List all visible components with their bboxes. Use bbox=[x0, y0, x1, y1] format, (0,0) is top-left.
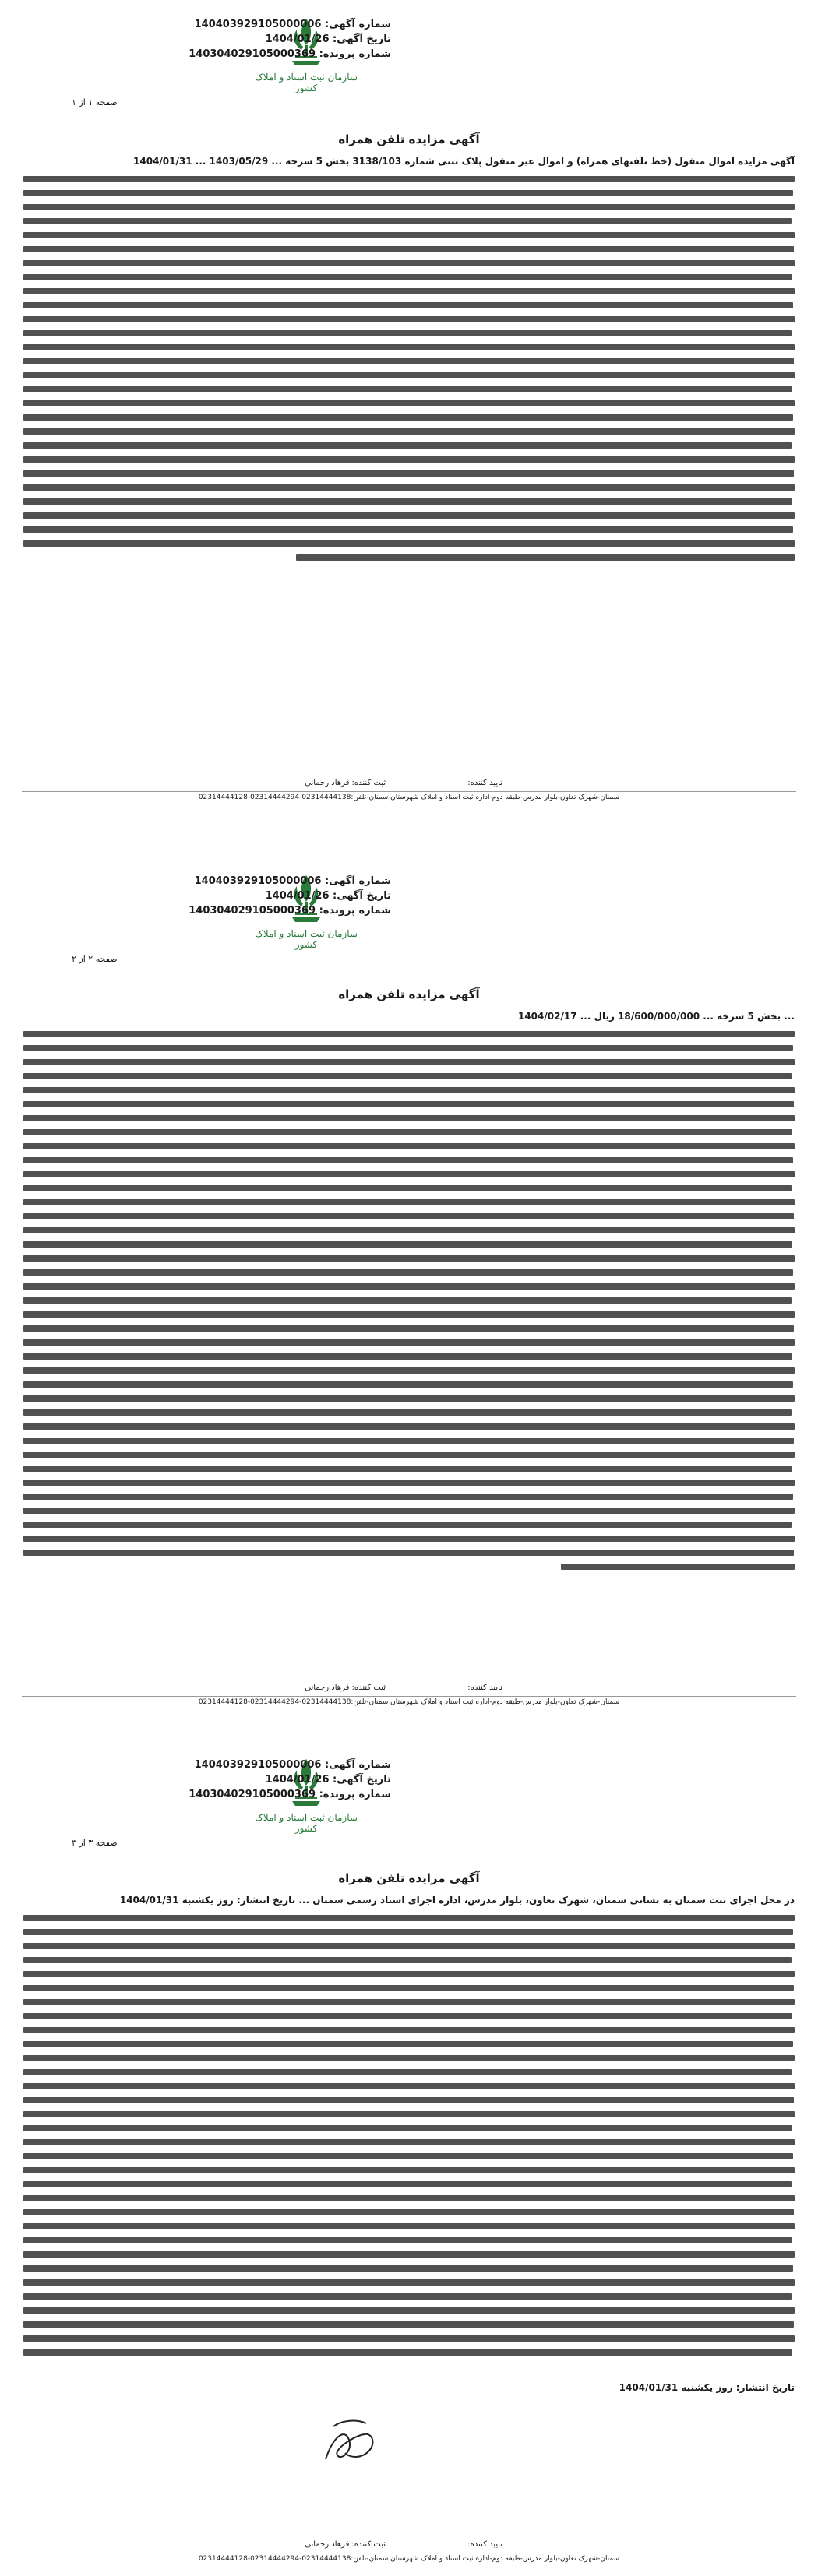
notice-meta bbox=[189, 1758, 391, 1802]
case-number-label: شماره پرونده: bbox=[319, 48, 391, 60]
ad-number-label: شماره آگهی: bbox=[324, 875, 391, 887]
registrar: ثبت کننده: فرهاد رحمانی bbox=[305, 1684, 386, 1692]
publish-date-line: تاریخ انتشار: روز یکشنبه 1404/01/31 bbox=[619, 2382, 795, 2393]
case-number-label: شماره پرونده: bbox=[319, 905, 391, 917]
registrar: ثبت کننده: فرهاد رحمانی bbox=[305, 779, 386, 787]
office-footer: سمنان-شهرک تعاون-بلوار مدرس-طبقه دوم-اداره ثبت اسناد و املاک شهرستان سمنان-تلفن:02314444138-02314444294-02314444128 bbox=[22, 791, 796, 801]
ad-number: 140403929105000006 bbox=[194, 19, 322, 30]
notice-body-text-lines bbox=[23, 176, 795, 568]
ad-number: 140403929105000006 bbox=[194, 1759, 322, 1771]
org-name: سازمان ثبت اسناد و املاک کشور bbox=[255, 72, 358, 93]
ad-date: 1404/01/26 bbox=[265, 890, 330, 902]
handwritten-signature bbox=[310, 2412, 388, 2475]
notice-title: آگهی مزایده تلفن همراه bbox=[338, 132, 480, 146]
ad-number-label: شماره آگهی: bbox=[324, 1759, 391, 1771]
org-name: سازمان ثبت اسناد و املاک کشور bbox=[255, 928, 358, 950]
ad-date-label: تاریخ آگهی: bbox=[333, 1774, 391, 1786]
notice-body-excerpt: آگهی مزایده اموال منقول (خط تلفنهای همراه) و اموال غیر منقول پلاک ثبتی شماره 3138/103 بخش 5 سرخه ... 1403/05/29 ... 1404/01/31 bbox=[133, 156, 795, 167]
notice-title: آگهی مزایده تلفن همراه bbox=[338, 1871, 480, 1885]
notice-body-excerpt: ... بخش 5 سرخه ... 18/600/000/000 ریال ... 1404/02/17 bbox=[517, 1011, 795, 1022]
ad-number-label: شماره آگهی: bbox=[324, 19, 391, 30]
office-footer: سمنان-شهرک تعاون-بلوار مدرس-طبقه دوم-اداره ثبت اسناد و املاک شهرستان سمنان-تلفن:02314444138-02314444294-02314444128 bbox=[22, 1696, 796, 1706]
notice-title: آگهی مزایده تلفن همراه bbox=[338, 987, 480, 1001]
notice-body-text-lines bbox=[23, 1915, 795, 2363]
case-number: 140304029105000369 bbox=[189, 48, 316, 60]
org-name: سازمان ثبت اسناد و املاک کشور bbox=[255, 1812, 358, 1834]
notice-meta bbox=[189, 17, 391, 62]
approver: تایید کننده: bbox=[467, 1684, 502, 1692]
ad-number: 140403929105000006 bbox=[194, 875, 322, 887]
case-number: 140304029105000369 bbox=[189, 1789, 316, 1800]
case-number: 140304029105000369 bbox=[189, 905, 316, 917]
case-number-label: شماره پرونده: bbox=[319, 1789, 391, 1800]
notice-body-excerpt: در محل اجرای ثبت سمنان به نشانی سمنان، شهرک تعاون، بلوار مدرس، اداره اجرای اسناد رسمی سمنان ... تاریخ انتشار: روز یکشنبه 1404/01/31 bbox=[119, 1895, 795, 1906]
page-ref: صفحه ۱ از ۱ bbox=[72, 97, 118, 107]
ad-date: 1404/01/26 bbox=[265, 33, 330, 45]
approver: تایید کننده: bbox=[467, 779, 502, 787]
approver: تایید کننده: bbox=[467, 2540, 502, 2549]
ad-date: 1404/01/26 bbox=[265, 1774, 330, 1786]
ad-date-label: تاریخ آگهی: bbox=[333, 33, 391, 45]
registrar: ثبت کننده: فرهاد رحمانی bbox=[305, 2540, 386, 2549]
notice-meta bbox=[189, 874, 391, 918]
page-ref: صفحه ۳ از ۳ bbox=[72, 1838, 118, 1848]
ad-date-label: تاریخ آگهی: bbox=[333, 890, 391, 902]
notice-body-text-lines bbox=[23, 1031, 795, 1578]
office-footer: سمنان-شهرک تعاون-بلوار مدرس-طبقه دوم-اداره ثبت اسناد و املاک شهرستان سمنان-تلفن:02314444138-02314444294-02314444128 bbox=[22, 2553, 796, 2563]
page-ref: صفحه ۲ از ۲ bbox=[72, 954, 118, 964]
